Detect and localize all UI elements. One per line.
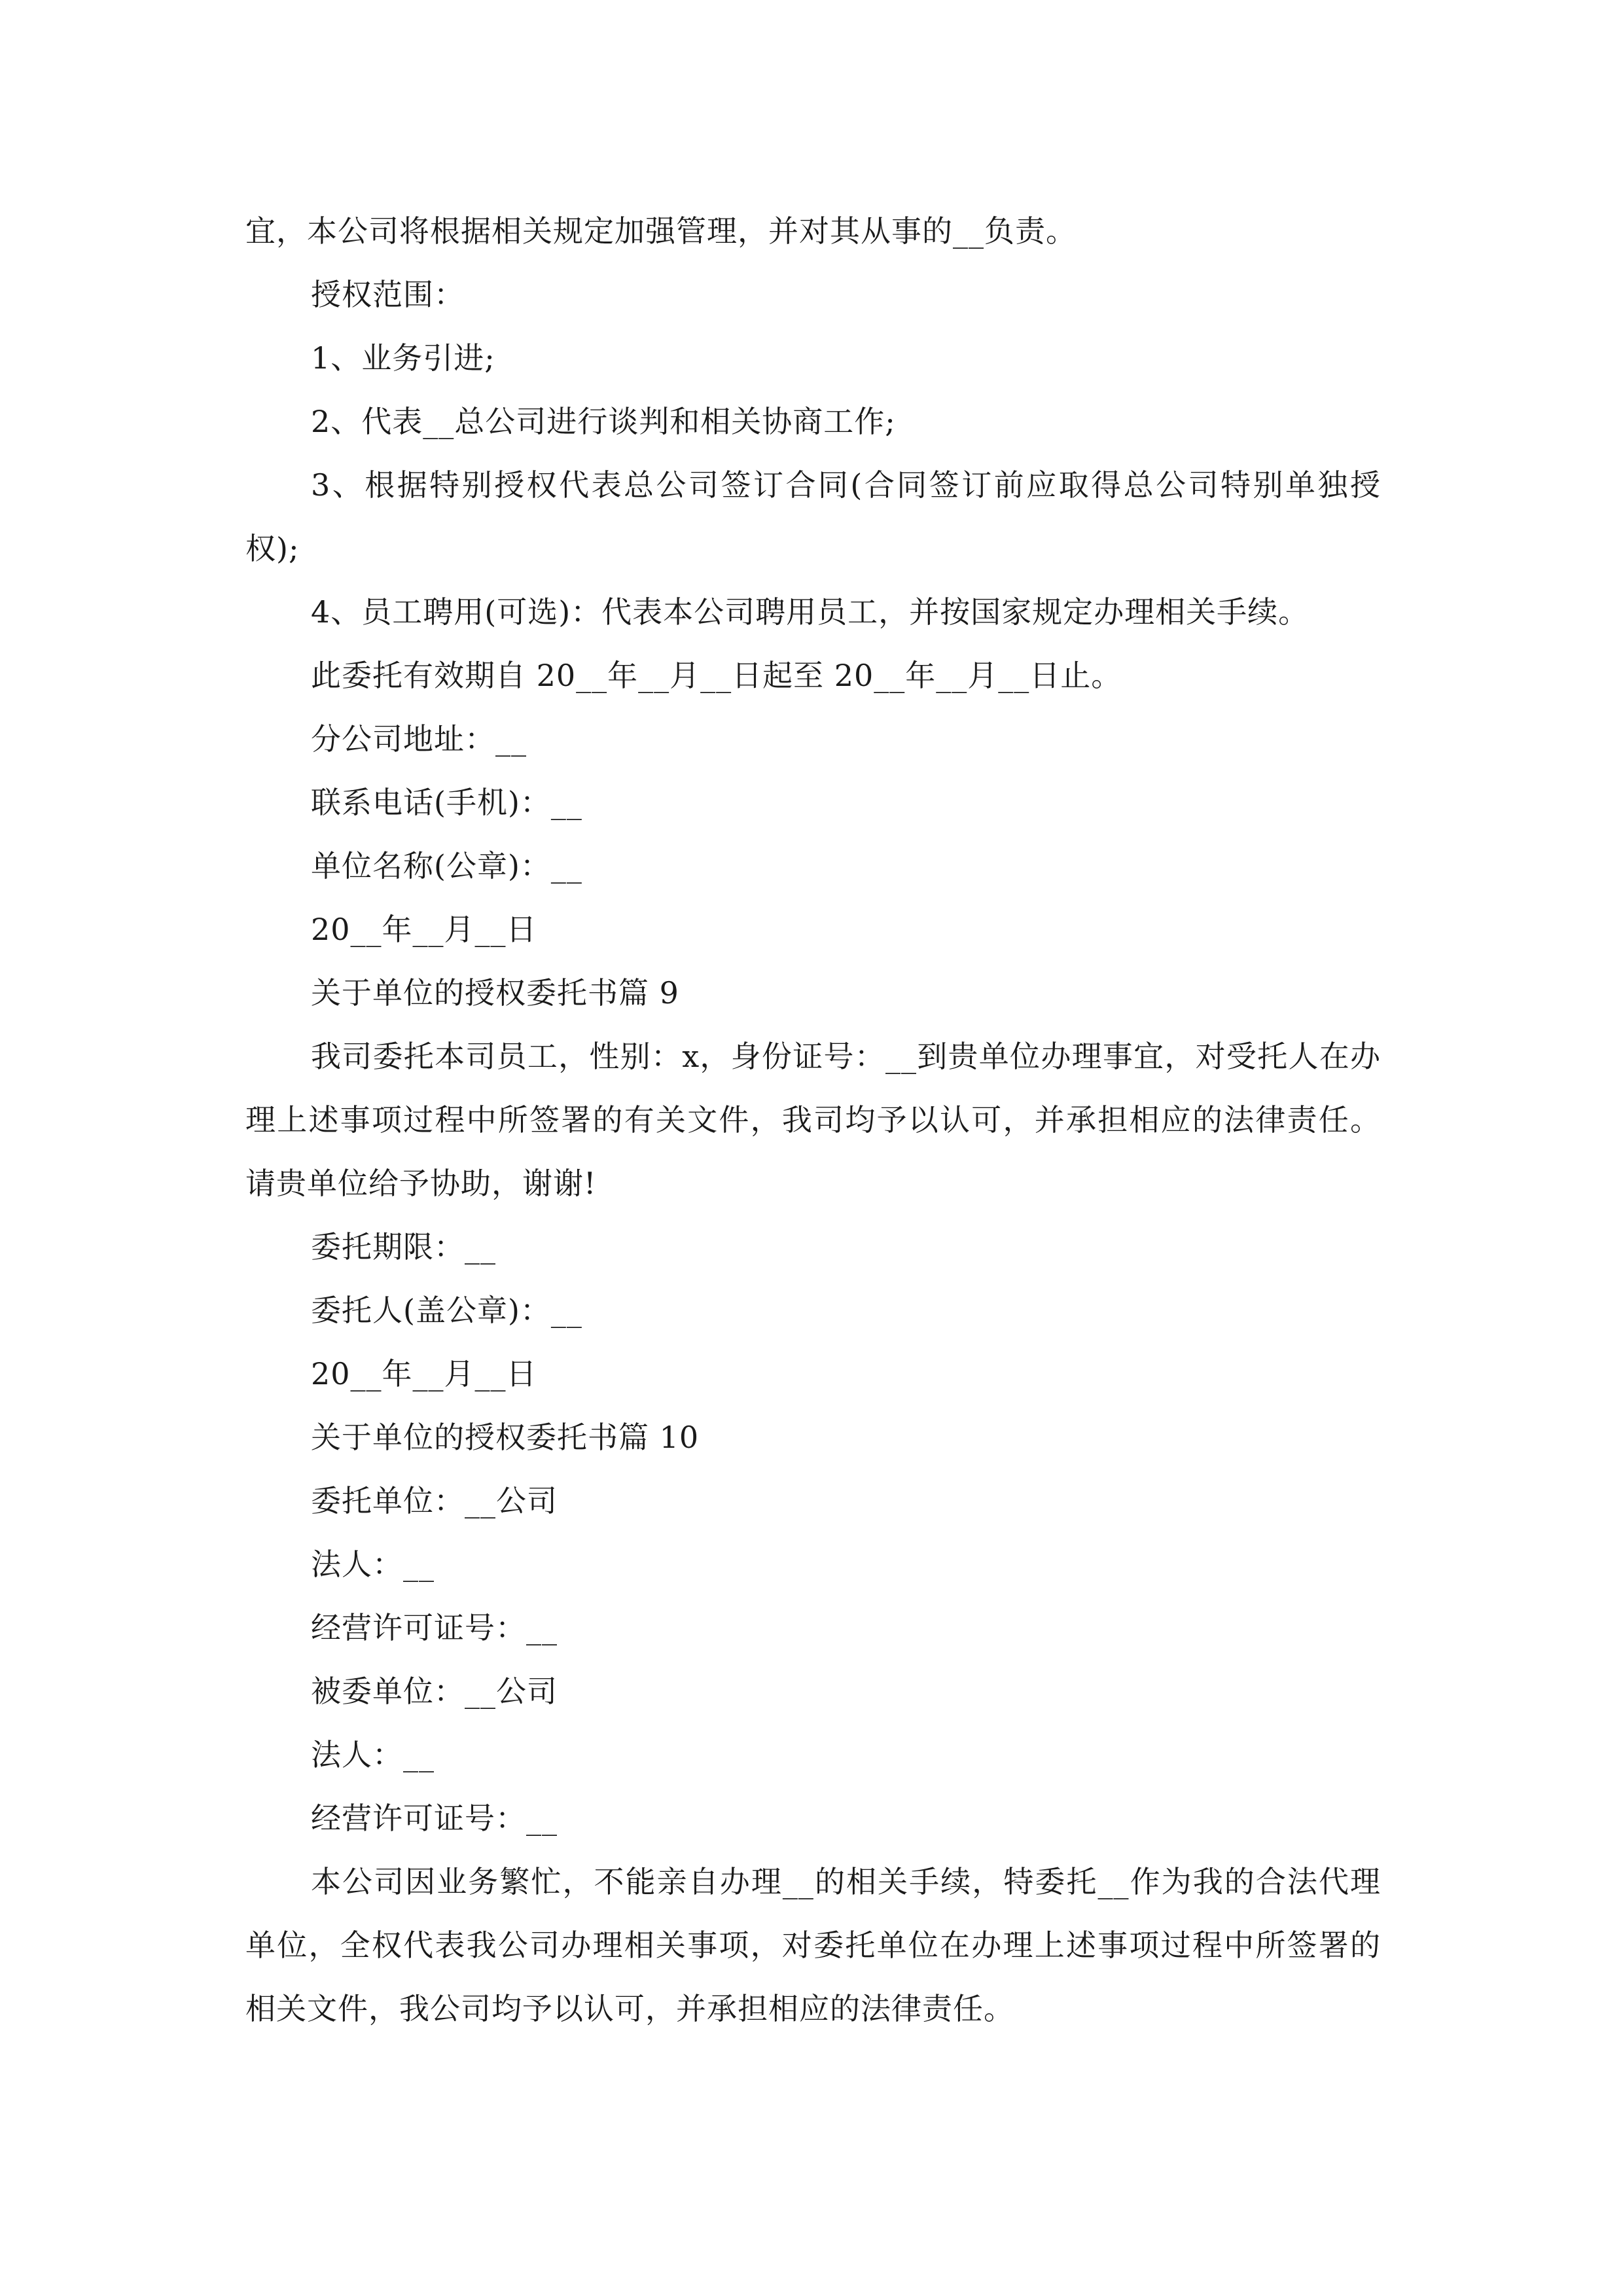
paragraph-unit-name: 单位名称(公章)：__ xyxy=(311,848,582,884)
paragraph-entrusting-unit: 委托单位：__公司 xyxy=(311,1483,558,1518)
paragraph-entrust-body: 我司委托本司员工，性别：x，身份证号：__到贵单位办理事宜，对受托人在办理上述事项过程中所签署的有关文件，我司均予以认可，并承担相应的法律责任。请贵单位给予协助，谢谢! xyxy=(245,1039,1381,1201)
paragraph-license-number: 经营许可证号：__ xyxy=(311,1610,558,1645)
paragraph-entrusted-unit: 被委单位：__公司 xyxy=(311,1674,558,1709)
paragraph-entruster-seal: 委托人(盖公章)：__ xyxy=(311,1293,582,1328)
paragraph-entrust-term: 委托期限：__ xyxy=(311,1229,496,1265)
paragraph-contact-phone: 联系电话(手机)：__ xyxy=(311,785,582,820)
paragraph-continuation: 宜，本公司将根据相关规定加强管理，并对其从事的__负责。 xyxy=(245,213,1077,249)
paragraph-date: 20__年__月__日 xyxy=(311,912,537,947)
paragraph-closing-body: 本公司因业务繁忙，不能亲自办理__的相关手续，特委托__作为我的合法代理单位，全权代表我公司办理相关事项，对委托单位在办理上述事项过程中所签署的相关文件，我公司均予以认可，并承担相应的法律责任。 xyxy=(245,1864,1381,2026)
paragraph-scope-item-4: 4、员工聘用(可选)：代表本公司聘用员工，并按国家规定办理相关手续。 xyxy=(311,594,1310,630)
paragraph-date: 20__年__月__日 xyxy=(311,1356,537,1391)
paragraph-scope-item-1: 1、业务引进; xyxy=(311,340,495,376)
paragraph-scope-item-2: 2、代表__总公司进行谈判和相关协商工作; xyxy=(311,404,896,439)
paragraph-branch-address: 分公司地址：__ xyxy=(311,721,527,757)
paragraph-legal-person: 法人：__ xyxy=(311,1547,435,1582)
paragraph-license-number: 经营许可证号：__ xyxy=(311,1801,558,1836)
section-heading-10: 关于单位的授权委托书篇 10 xyxy=(311,1420,700,1455)
paragraph-validity-period: 此委托有效期自 20__年__月__日起至 20__年__月__日止。 xyxy=(311,658,1122,693)
paragraph-legal-person: 法人：__ xyxy=(311,1737,435,1772)
paragraph-scope-heading: 授权范围： xyxy=(311,277,465,312)
document-page xyxy=(245,200,1381,2041)
paragraph-scope-item-3: 3、根据特别授权代表总公司签订合同(合同签订前应取得总公司特别单独授权); xyxy=(245,467,1381,566)
section-heading-9: 关于单位的授权委托书篇 9 xyxy=(311,975,679,1011)
